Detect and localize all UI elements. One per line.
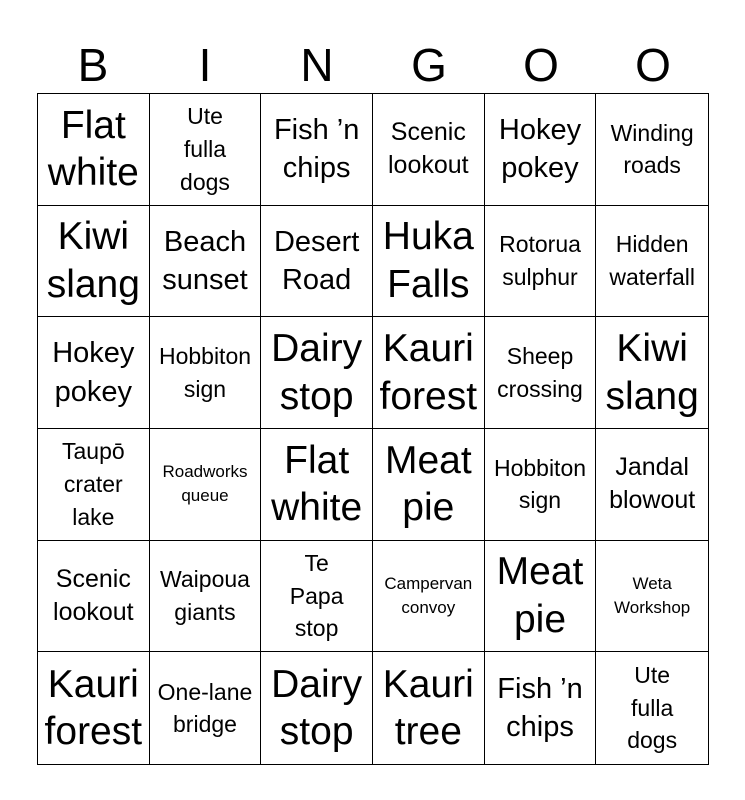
- cell-label: Flat white: [47, 103, 139, 195]
- header-letter-n: N: [300, 39, 334, 91]
- bingo-cell-r1c6[interactable]: [596, 94, 708, 206]
- bingo-cell-r3c5[interactable]: [485, 317, 597, 429]
- bingo-cell-r6c2[interactable]: [150, 652, 262, 764]
- bingo-cell-r4c2[interactable]: [150, 429, 262, 541]
- cell-label: Hidden waterfall: [609, 231, 695, 290]
- bingo-cell-r1c2[interactable]: [150, 94, 262, 206]
- cell-label: Roadworks queue: [162, 462, 248, 506]
- cell-label: Ute fulla dogs: [627, 662, 678, 754]
- cell-label: Rotorua sulphur: [499, 231, 581, 290]
- bingo-cell-r6c3[interactable]: [261, 652, 373, 764]
- cell-label: Jandal blowout: [609, 453, 696, 515]
- bingo-cell-r1c4[interactable]: [373, 94, 485, 206]
- cell-label: Campervan convoy: [384, 573, 473, 617]
- bingo-cell-r5c6[interactable]: [596, 541, 708, 653]
- cell-label: Kiwi slang: [605, 327, 699, 418]
- cell-label: Kiwi slang: [46, 215, 140, 306]
- bingo-cell-r3c6[interactable]: [596, 317, 708, 429]
- bingo-cell-r3c1[interactable]: [38, 317, 150, 429]
- bingo-cell-r6c1[interactable]: [38, 652, 150, 764]
- cell-label: Ute fulla dogs: [180, 103, 230, 195]
- bingo-cell-r2c4[interactable]: [373, 206, 485, 318]
- bingo-cell-r5c5[interactable]: [485, 541, 597, 653]
- bingo-cell-r5c4[interactable]: [373, 541, 485, 653]
- header-letter-b: B: [77, 39, 109, 91]
- bingo-cell-r2c6[interactable]: [596, 206, 708, 318]
- bingo-cell-r1c5[interactable]: [485, 94, 597, 206]
- header-letter-o: O: [523, 39, 559, 91]
- bingo-cell-r4c1[interactable]: [38, 429, 150, 541]
- bingo-cell-r3c4[interactable]: [373, 317, 485, 429]
- bingo-cell-r2c2[interactable]: [150, 206, 262, 318]
- cell-label: Sheep crossing: [497, 343, 583, 402]
- cell-label: Weta Workshop: [614, 573, 691, 617]
- bingo-cell-r2c1[interactable]: [38, 206, 150, 318]
- bingo-cell-r4c4[interactable]: [373, 429, 485, 541]
- cell-label: Scenic lookout: [53, 564, 134, 626]
- header-letter-g: G: [411, 39, 447, 91]
- cell-label: Te Papa stop: [289, 550, 344, 642]
- bingo-cell-r6c5[interactable]: [485, 652, 597, 764]
- cell-label: Winding roads: [610, 119, 694, 179]
- bingo-cell-r5c2[interactable]: [150, 541, 262, 653]
- cell-label: Hokey pokey: [52, 337, 135, 408]
- bingo-cell-r2c3[interactable]: [261, 206, 373, 318]
- cell-label: Fish ’n chips: [497, 672, 583, 744]
- bingo-cell-r4c5[interactable]: [485, 429, 597, 541]
- bingo-cell-r6c6[interactable]: [596, 652, 708, 764]
- cell-label: Dairy stop: [271, 662, 363, 754]
- header-letter-i: I: [198, 39, 212, 91]
- bingo-board: [37, 93, 709, 765]
- bingo-cell-r2c5[interactable]: [485, 206, 597, 318]
- cell-label: Kauri forest: [44, 662, 143, 754]
- bingo-cell-r5c3[interactable]: [261, 541, 373, 653]
- cell-label: Waipoua giants: [160, 566, 250, 625]
- bingo-cell-r3c3[interactable]: [261, 317, 373, 429]
- cell-label: Desert Road: [273, 225, 360, 296]
- cell-label: Kauri forest: [379, 327, 478, 418]
- cell-label: Huka Falls: [382, 215, 474, 306]
- cell-label: Flat white: [271, 438, 363, 530]
- cell-label: Hobbiton sign: [493, 454, 587, 514]
- bingo-cell-r6c4[interactable]: [373, 652, 485, 764]
- bingo-header: [37, 36, 709, 94]
- cell-label: Scenic lookout: [388, 118, 469, 180]
- cell-label: One-lane bridge: [157, 678, 253, 738]
- bingo-cell-r1c1[interactable]: [38, 94, 150, 206]
- cell-label: Meat pie: [384, 438, 472, 530]
- cell-label: Hokey pokey: [498, 114, 582, 185]
- bingo-cell-r5c1[interactable]: [38, 541, 150, 653]
- cell-label: Taupō crater lake: [61, 438, 125, 530]
- bingo-cell-r3c2[interactable]: [150, 317, 262, 429]
- bingo-cell-r4c3[interactable]: [261, 429, 373, 541]
- header-letter-o-2: O: [635, 39, 671, 91]
- cell-label: Kauri tree: [382, 662, 474, 754]
- cell-label: Dairy stop: [271, 327, 363, 418]
- cell-label: Hobbiton sign: [158, 343, 252, 402]
- bingo-cell-r1c3[interactable]: [261, 94, 373, 206]
- cell-label: Beach sunset: [162, 225, 248, 296]
- cell-label: Meat pie: [496, 550, 584, 641]
- bingo-cell-r4c6[interactable]: [596, 429, 708, 541]
- cell-label: Fish ’n chips: [273, 114, 360, 185]
